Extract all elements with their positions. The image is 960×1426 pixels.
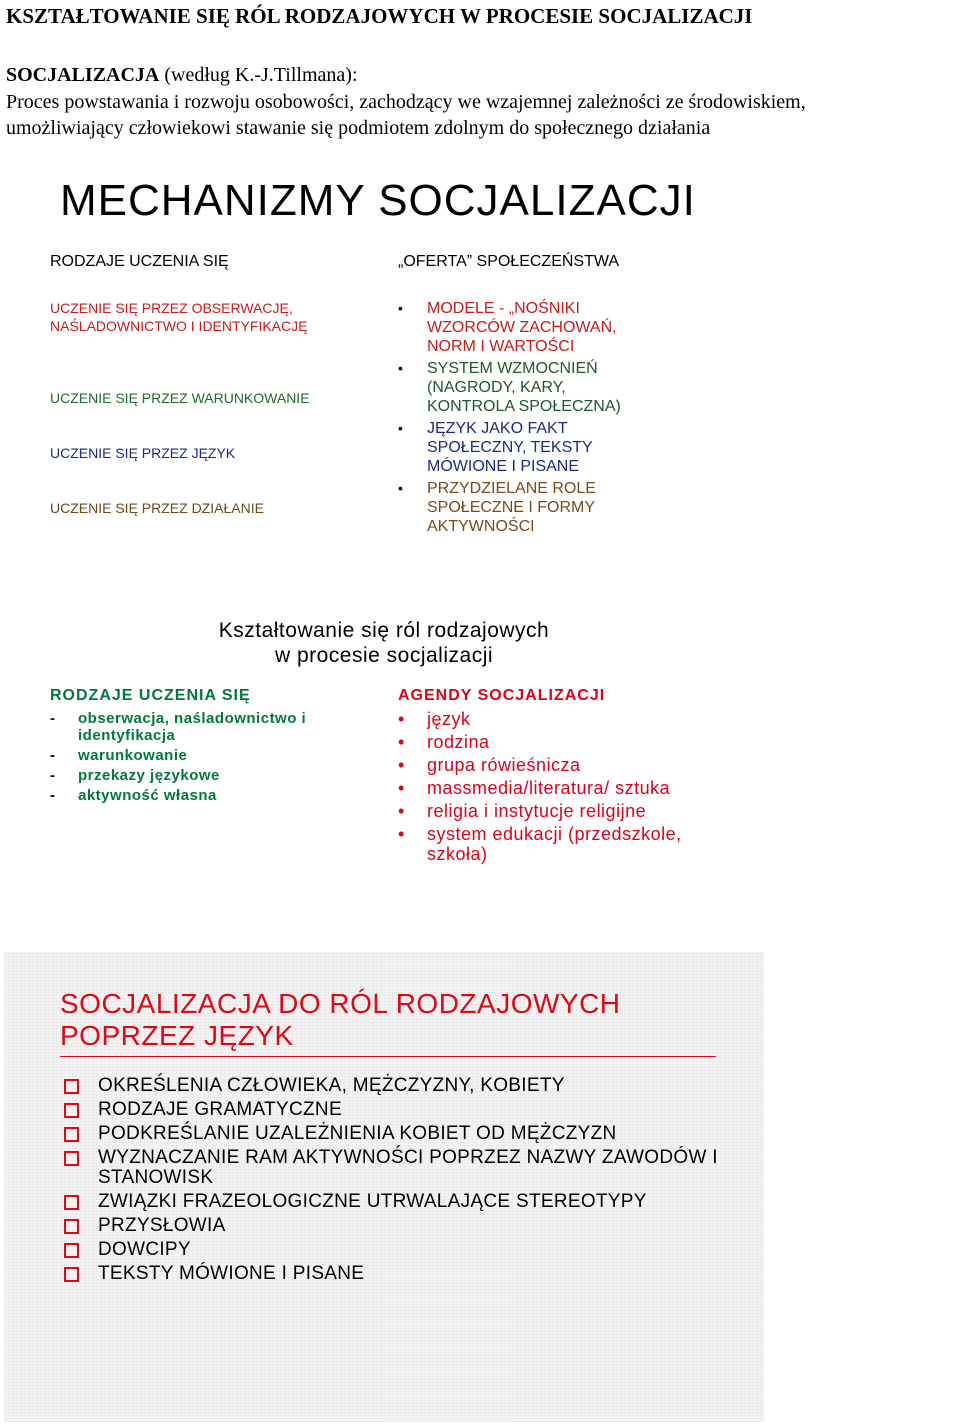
definition-line-2: umożliwiający człowiekowi stawanie się podmiotem zdolnym do społecznego działania	[6, 117, 711, 139]
slide2-title-line-1: Kształtowanie się ról rodzajowych	[218, 619, 550, 642]
item-line: SYSTEM WZMOCNIEŃ	[427, 360, 598, 377]
slide1-left-item: UCZENIE SIĘ PRZEZ OBSERWACJĘ, NAŚLADOWNICTWO I IDENTYFIKACJĘ	[50, 300, 308, 334]
item-line: (NAGRODY, KARY,	[427, 379, 566, 396]
slide1-right-item	[398, 359, 718, 416]
slide2-right-item	[398, 801, 728, 821]
item-line: JĘZYK JAKO FAKT	[427, 420, 568, 437]
dash-bullet-icon: -	[50, 710, 56, 727]
slide3-item	[64, 1216, 724, 1236]
slide2-left-heading: RODZAJE UCZENIA SIĘ	[50, 687, 251, 704]
slide2-right-item	[398, 709, 728, 729]
square-bullet-icon	[64, 1079, 79, 1094]
item-line: WZORCÓW ZACHOWAŃ,	[427, 319, 617, 336]
item-text: ZWIĄZKI FRAZEOLOGICZNE UTRWALAJĄCE STEREOTYPY	[98, 1191, 647, 1212]
item-line: KONTROLA SPOŁECZNA)	[427, 398, 621, 415]
item-text: aktywność własna	[78, 787, 217, 804]
slide3-item	[64, 1240, 724, 1260]
dash-bullet-icon: -	[50, 787, 56, 804]
slide1-left-item: UCZENIE SIĘ PRZEZ WARUNKOWANIE	[50, 390, 310, 406]
dash-bullet-icon: -	[50, 767, 56, 784]
item-text: RODZAJE GRAMATYCZNE	[98, 1099, 342, 1120]
slide3-item	[64, 1076, 724, 1096]
item-text: PODKREŚLANIE UZALEŻNIENIA KOBIET OD MĘŻCZYZN	[98, 1123, 617, 1144]
slide3-item	[64, 1264, 724, 1284]
slide2-left-item	[50, 787, 350, 804]
item-text: religia i instytucje religijne	[427, 801, 647, 821]
square-bullet-icon	[64, 1267, 79, 1282]
square-bullet-icon	[64, 1195, 79, 1210]
bullet-icon: •	[398, 420, 403, 436]
square-bullet-icon	[64, 1127, 79, 1142]
item-line: MÓWIONE I PISANE	[427, 458, 580, 475]
bullet-icon: •	[398, 709, 405, 729]
item-text: OKREŚLENIA CZŁOWIEKA, MĘŻCZYZNY, KOBIETY	[98, 1075, 565, 1096]
slide3-title-line-1: SOCJALIZACJA DO RÓL RODZAJOWYCH	[60, 988, 621, 1019]
slide3-item	[64, 1100, 724, 1120]
document-title: KSZTAŁTOWANIE SIĘ RÓL RODZAJOWYCH W PROCESIE SOCJALIZACJI	[6, 4, 753, 28]
slide2-left-item	[50, 710, 350, 744]
slide2-right-heading: AGENDY SOCJALIZACJI	[398, 687, 606, 704]
slide3-item	[64, 1148, 724, 1188]
slide1-right-list	[398, 299, 718, 539]
item-text: system edukacji (przedszkole, szkoła)	[427, 824, 682, 864]
item-line: SPOŁECZNY, TEKSTY	[427, 439, 593, 456]
slide2-right-list	[398, 709, 728, 867]
item-text: DOWCIPY	[98, 1239, 191, 1260]
slide2-left-item	[50, 747, 350, 764]
slide1-left-heading: RODZAJE UCZENIA SIĘ	[50, 253, 229, 270]
slide3-divider	[60, 1056, 716, 1057]
item-line: AKTYWNOŚCI	[427, 518, 535, 535]
slide1-left-item: UCZENIE SIĘ PRZEZ JĘZYK	[50, 445, 236, 461]
bullet-icon: •	[398, 732, 405, 752]
square-bullet-icon	[64, 1151, 79, 1166]
item-text: WYZNACZANIE RAM AKTYWNOŚCI POPRZEZ NAZWY ZAWODÓW I STANOWISK	[98, 1147, 718, 1188]
dash-bullet-icon: -	[50, 747, 56, 764]
slide2-left-item	[50, 767, 350, 784]
slide3-item	[64, 1124, 724, 1144]
definition-term: SOCJALIZACJA	[6, 64, 160, 86]
slide1-title: MECHANIZMY SOCJALIZACJI	[60, 176, 696, 225]
item-text: warunkowanie	[78, 747, 188, 764]
slide3-title-line-2: POPRZEZ JĘZYK	[60, 1020, 294, 1051]
slide3-list	[64, 1076, 724, 1288]
item-text: PRZYSŁOWIA	[98, 1215, 226, 1236]
slide2-right-item	[398, 778, 728, 798]
slide1-right-item	[398, 299, 718, 356]
slide1-right-item	[398, 479, 718, 536]
item-text: obserwacja, naśladownictwo i identyfikacja	[78, 710, 307, 744]
definition-source: (według K.-J.Tillmana):	[164, 64, 358, 86]
slide3-item	[64, 1192, 724, 1212]
definition-line-1: Proces powstawania i rozwoju osobowości, zachodzący we wzajemnej zależności ze środowiskiem,	[6, 91, 806, 113]
bullet-icon: •	[398, 778, 405, 798]
bullet-icon: •	[398, 300, 403, 316]
bullet-icon: •	[398, 755, 405, 775]
item-text: język	[427, 709, 471, 729]
item-line: PRZYDZIELANE ROLE	[427, 480, 596, 497]
item-line: NORM I WARTOŚCI	[427, 338, 575, 355]
bullet-icon: •	[398, 360, 403, 376]
slide2-title	[100, 618, 668, 668]
item-text: rodzina	[427, 732, 490, 752]
bullet-icon: •	[398, 801, 405, 821]
slide2-right-item	[398, 732, 728, 752]
item-text: massmedia/literatura/ sztuka	[427, 778, 671, 798]
bullet-icon: •	[398, 824, 405, 844]
definition-term-line	[6, 64, 358, 87]
square-bullet-icon	[64, 1219, 79, 1234]
item-text: grupa rówieśnicza	[427, 755, 581, 775]
slide1-left-item: UCZENIE SIĘ PRZEZ DZIAŁANIE	[50, 500, 264, 516]
slide1-right-item	[398, 419, 718, 476]
slide3-panel	[4, 952, 764, 1422]
definition-body	[6, 89, 960, 141]
slide2-title-line-2: w procesie socjalizacji	[274, 644, 494, 667]
bullet-icon: •	[398, 480, 403, 496]
slide2-left-list	[50, 710, 350, 807]
square-bullet-icon	[64, 1103, 79, 1118]
item-line: SPOŁECZNE I FORMY	[427, 499, 596, 516]
item-line: MODELE - „NOŚNIKI	[427, 300, 580, 317]
slide2-right-item	[398, 824, 728, 864]
item-text: TEKSTY MÓWIONE I PISANE	[98, 1263, 365, 1284]
item-text: przekazy językowe	[78, 767, 220, 784]
square-bullet-icon	[64, 1243, 79, 1258]
slide2-right-item	[398, 755, 728, 775]
slide1-right-heading: „OFERTA” SPOŁECZEŃSTWA	[398, 253, 620, 270]
slide3-title	[60, 988, 740, 1052]
